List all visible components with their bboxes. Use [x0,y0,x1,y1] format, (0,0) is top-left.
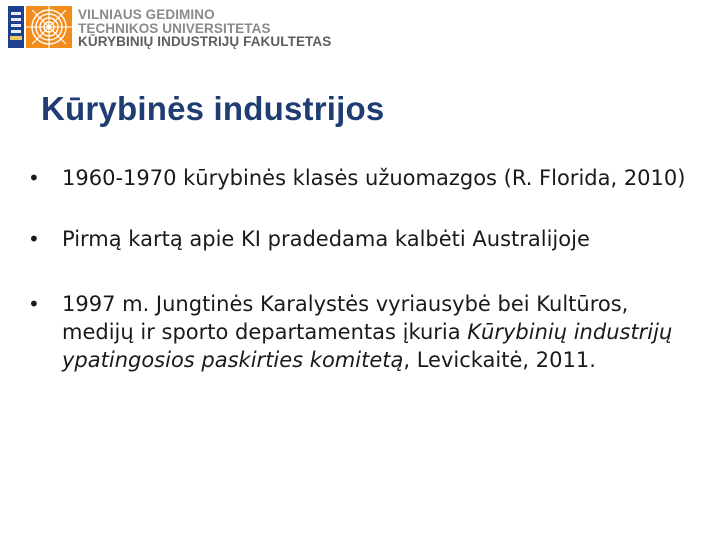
bullet-icon: • [28,292,40,316]
university-line-2: TECHNIKOS UNIVERSITETAS [78,20,271,36]
slide-title: Kūrybinės industrijos [41,90,385,127]
bullet-icon: • [28,166,40,190]
vgtu-logo-icon [8,6,62,48]
bullet-text-3-start: 1997 m. Jungtinės Karalystės vyriausybė bei Kultūros, medijų ir sporto departamentas įkuria [62,292,629,344]
bullet-list [28,164,698,374]
university-line-1: VILNIAUS GEDIMINO [78,7,215,22]
university-header [8,6,331,49]
committee-name: Kūrybinių industrijų ypatingosios paskirties komitetą [62,320,673,372]
bullet-text-3-end: , Levickaitė, 2011. [403,348,596,372]
faculty-name: KŪRYBINIŲ INDUSTRIJŲ FAKULTETAS [78,34,332,49]
bullet-item-2 [28,225,698,253]
logo-blue-bar [8,6,24,48]
bullet-item-3 [28,290,698,374]
logo-sun-mark [26,6,72,48]
bullet-text-2: Pirmą kartą apie KI pradedama kalbėti Australijoje [62,227,590,251]
bullet-item-1 [28,164,698,192]
bullet-text-1: 1960-1970 kūrybinės klasės užuomazgos (R. Florida, 2010) [62,166,686,190]
university-name [78,8,331,49]
bullet-icon: • [28,227,40,251]
